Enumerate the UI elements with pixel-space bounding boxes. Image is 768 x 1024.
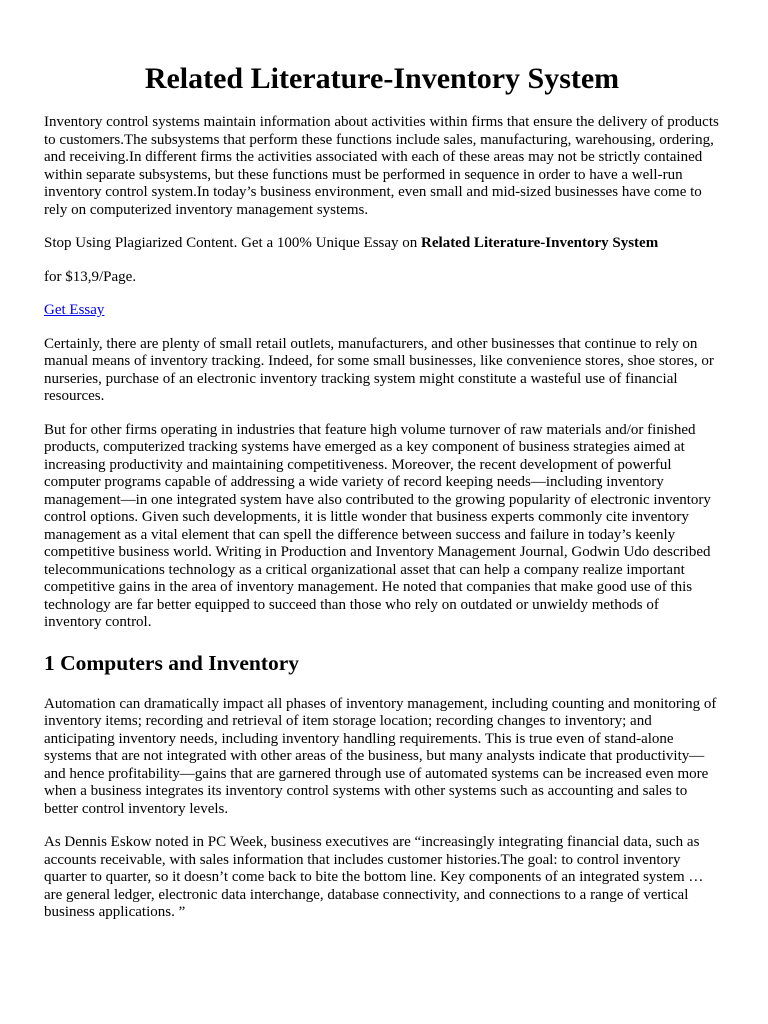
body-paragraph-2: But for other firms operating in industries that feature high volume turnover of raw materials and/or finished products, computerized tracking systems have emerged as a key component of business strategies aimed at increasing productivity and maintaining competitiveness. Moreover, the recent development of powerful computer programs capable of addressing a wide variety of record keeping needs—including inventory management—in one integrated system have also contributed to the growing popularity of electronic inventory control options. Given such developments, it is little wonder that business experts commonly cite inventory management as a vital element that can spell the difference between success and failure in today’s keenly competitive business world. Writing in Production and Inventory Management Journal, Godwin Udo described telecommunications technology as a critical organizational asset that can help a company realize important competitive gains in the area of inventory management. He noted that companies that make good use of this technology are far better equipped to succeed than those who rely on outdated or unwieldy methods of inventory control. [44,421,711,630]
essay-offer-text [44,235,720,253]
document-title: Related Literature-Inventory System [144,62,620,95]
section-paragraph-2: As Dennis Eskow noted in PC Week, business executives are “increasingly integrating financial data, such as accounts receivable, with sales information that includes customer histories.The goal: to control inventory quarter to quarter, so it doesn’t come back to bite the bottom line. Key components of an integrated system … are general ledger, electronic data interchange, database connectivity, and connections to a range of vertical business applications. ” [44,834,704,920]
essay-price: for $13,9/Page. [44,268,137,285]
essay-offer-topic: Related Literature-Inventory System [421,235,659,251]
essay-offer-prefix: Stop Using Plagiarized Content. Get a 100% Unique Essay on [44,235,422,251]
section-paragraph-1: Automation can dramatically impact all phases of inventory management, including counting and monitoring of inventory items; recording and retrieval of item storage location; recording changes to inventory; and anticipating inventory needs, including inventory handling requirements. This is true even of stand-alone systems that are not integrated with other areas of the business, but many analysts indicate that productivity—and hence profitability—gains that are garnered through use of automated systems can be increased even more when a business integrates its inventory control systems with other systems such as accounting and sales to better control inventory levels. [44,695,717,817]
get-essay-link[interactable]: Get Essay [44,302,105,318]
body-paragraph-1: Certainly, there are plenty of small retail outlets, manufacturers, and other businesses that continue to rely on manual means of inventory tracking. Indeed, for some small businesses, like convenience stores, shoe stores, or nurseries, purchase of an electronic inventory tracking system might constitute a wasteful use of financial resources. [44,335,714,404]
section-heading: 1 Computers and Inventory [44,650,300,675]
get-essay-container [44,302,720,320]
document-page [44,0,720,922]
intro-paragraph: Inventory control systems maintain information about activities within firms that ensure the delivery of products to customers.The subsystems that perform these functions include sales, manufacturing, warehousing, ordering, and receiving.In different firms the activities associated with each of these areas may not be strictly contained within separate subsystems, but these functions must be performed in sequence in order to have a well-run inventory control system.In today’s business environment, even small and mid-sized businesses have come to rely on computerized inventory management systems. [44,114,719,218]
